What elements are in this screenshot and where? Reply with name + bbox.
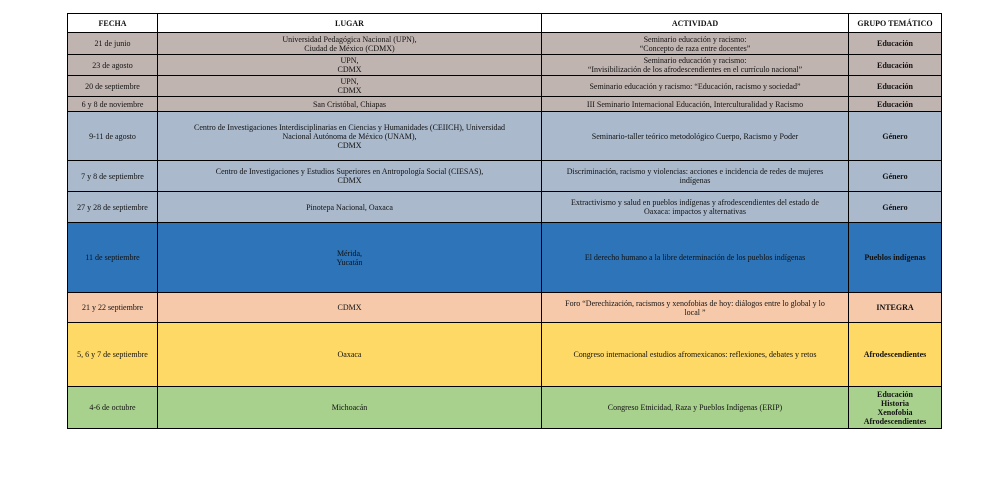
cell-fecha: 27 y 28 de septiembre	[68, 192, 158, 223]
cell-fecha: 23 de agosto	[68, 55, 158, 76]
cell-actividad: Extractivismo y salud en pueblos indígenas y afrodescendientes del estado de Oaxaca: impactos y alternativas	[542, 192, 849, 223]
cell-fecha: 6 y 8 de noviembre	[68, 97, 158, 112]
cell-actividad: III Seminario Internacional Educación, Interculturalidad y Racismo	[542, 97, 849, 112]
cell-grupo: Educación	[849, 33, 942, 55]
cell-fecha: 11 de septiembre	[68, 223, 158, 293]
cell-grupo: INTEGRA	[849, 293, 942, 323]
table-row	[68, 223, 942, 293]
table-row	[68, 33, 942, 55]
table-row	[68, 387, 942, 429]
cell-actividad: Congreso internacional estudios afromexicanos: reflexiones, debates y retos	[542, 323, 849, 387]
cell-grupo: Género	[849, 161, 942, 192]
cell-lugar: Mérida, Yucatán	[158, 223, 542, 293]
cell-actividad: El derecho humano a la libre determinación de los pueblos indígenas	[542, 223, 849, 293]
cell-lugar: Centro de Investigaciones Interdisciplinarias en Ciencias y Humanidades (CEIICH), Universidad Nacional Autónoma de México (UNAM), CDMX	[158, 112, 542, 161]
table-row	[68, 323, 942, 387]
cell-grupo: Pueblos indígenas	[849, 223, 942, 293]
table-row	[68, 112, 942, 161]
table-row	[68, 76, 942, 97]
cell-fecha: 5, 6 y 7 de septiembre	[68, 323, 158, 387]
cell-grupo: Educación	[849, 97, 942, 112]
cell-lugar: UPN, CDMX	[158, 55, 542, 76]
cell-grupo: Género	[849, 192, 942, 223]
header-actividad: ACTIVIDAD	[542, 14, 849, 33]
cell-grupo: Género	[849, 112, 942, 161]
cell-grupo: Educación	[849, 76, 942, 97]
cell-actividad: Discriminación, racismo y violencias: acciones e incidencia de redes de mujeres indígenas	[542, 161, 849, 192]
cell-lugar: CDMX	[158, 293, 542, 323]
cell-grupo: Afrodescendientes	[849, 323, 942, 387]
cell-fecha: 21 de junio	[68, 33, 158, 55]
table-row	[68, 161, 942, 192]
cell-lugar: Oaxaca	[158, 323, 542, 387]
cell-lugar: San Cristóbal, Chiapas	[158, 97, 542, 112]
events-table	[67, 13, 942, 429]
table-row	[68, 192, 942, 223]
cell-actividad: Seminario educación y racismo: “Concepto de raza entre docentes”	[542, 33, 849, 55]
cell-fecha: 21 y 22 septiembre	[68, 293, 158, 323]
cell-lugar: Pinotepa Nacional, Oaxaca	[158, 192, 542, 223]
cell-lugar: UPN, CDMX	[158, 76, 542, 97]
cell-fecha: 9-11 de agosto	[68, 112, 158, 161]
cell-actividad: Seminario educación y racismo: “Educación, racismo y sociedad”	[542, 76, 849, 97]
cell-lugar: Universidad Pedagógica Nacional (UPN), Ciudad de México (CDMX)	[158, 33, 542, 55]
table-row	[68, 55, 942, 76]
header-grupo: GRUPO TEMÁTICO	[849, 14, 942, 33]
table-row	[68, 97, 942, 112]
cell-lugar: Centro de Investigaciones y Estudios Superiores en Antropología Social (CIESAS), CDMX	[158, 161, 542, 192]
header-lugar: LUGAR	[158, 14, 542, 33]
header-fecha: FECHA	[68, 14, 158, 33]
cell-actividad: Seminario-taller teórico metodológico Cuerpo, Racismo y Poder	[542, 112, 849, 161]
cell-fecha: 7 y 8 de septiembre	[68, 161, 158, 192]
header-row	[68, 14, 942, 33]
cell-grupo: Educación Historia Xenofobia Afrodescendientes	[849, 387, 942, 429]
cell-grupo: Educación	[849, 55, 942, 76]
cell-fecha: 4-6 de octubre	[68, 387, 158, 429]
cell-lugar: Michoacán	[158, 387, 542, 429]
table-row	[68, 293, 942, 323]
cell-actividad: Foro “Derechización, racismos y xenofobias de hoy: diálogos entre lo global y lo local ”	[542, 293, 849, 323]
cell-fecha: 20 de septiembre	[68, 76, 158, 97]
cell-actividad: Seminario educación y racismo: “Invisibilización de los afrodescendientes en el currículo nacional”	[542, 55, 849, 76]
cell-actividad: Congreso Etnicidad, Raza y Pueblos Indígenas (ERIP)	[542, 387, 849, 429]
